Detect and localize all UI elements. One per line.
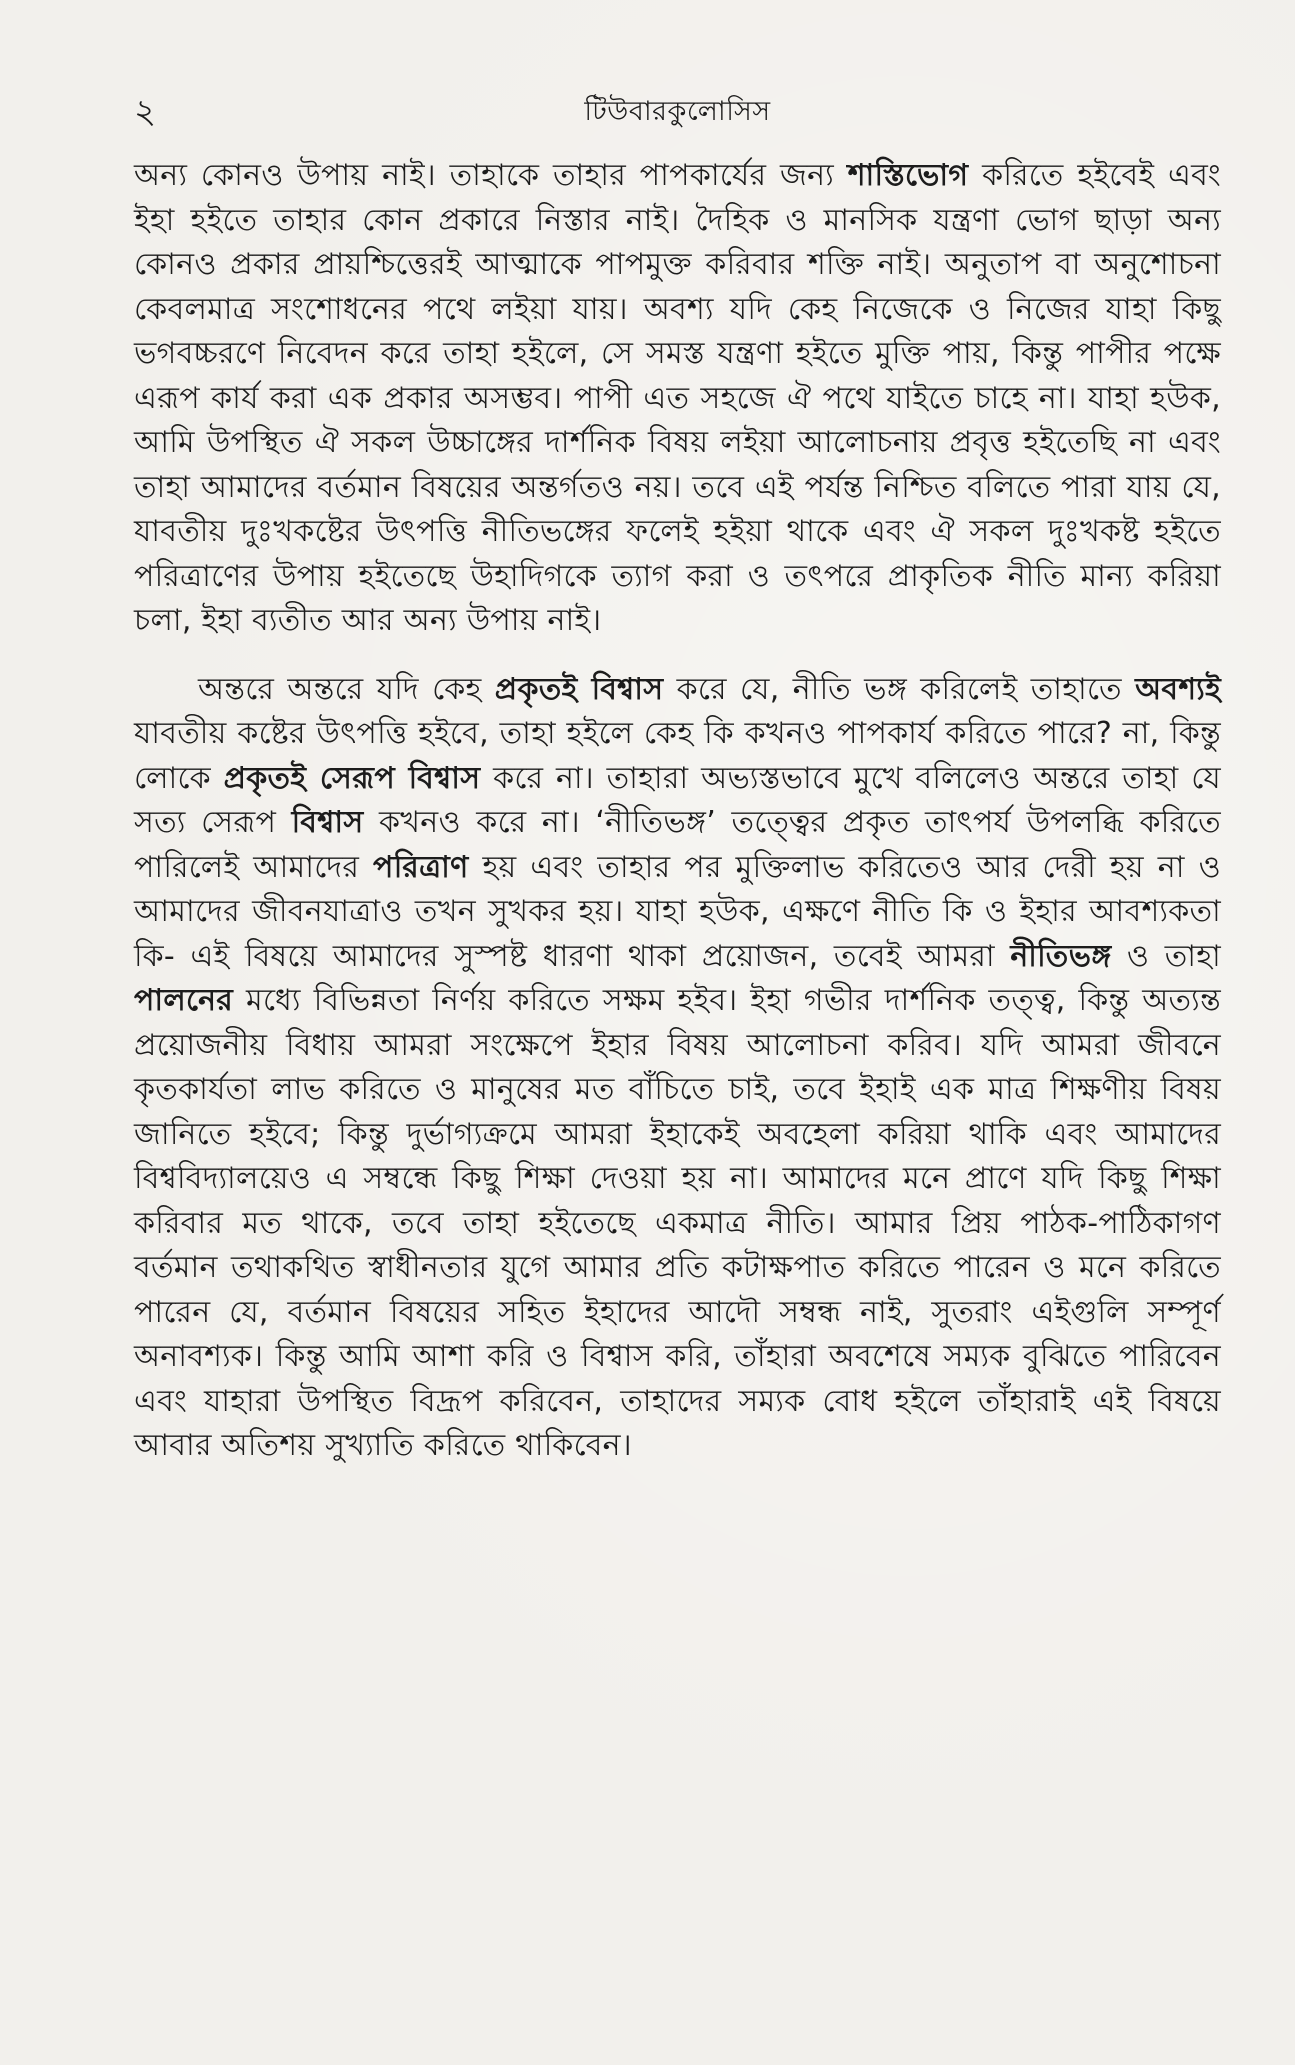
text-segment: হয় এবং তাহার পর মুক্তিলাভ করিতেও আর দেরী হয় না ও আমাদের জীবনযাত্রাও তখন সুখকর হয়। যাহা হউক, এক্ষণে নীতি কি ও ইহার আবশ্যকতা কি- এই বিষয়ে আমাদের সুস্পষ্ট ধারণা থাকা প্রয়োজন, তবেই আমরা [134, 849, 1221, 974]
text-segment: অন্য কোনও উপায় নাই। তাহাকে তাহার পাপকার্যের জন্য [134, 158, 848, 193]
text-segment: কখনও করে না। ‘নীতিভঙ্গ’ তত্ত্বের প্রকৃত তাৎপর্য উপলব্ধি করিতে পারিলেই আমাদের [134, 805, 1221, 885]
text-segment: যাবতীয় কষ্টের উৎপত্তি হইবে, তাহা হইলে কেহ কি কখনও পাপকার্য করিতে পারে? না, কিন্তু লোকে [134, 716, 1221, 796]
paragraph-2 [134, 668, 1221, 1469]
running-title: টিউবারকুলোসিস [584, 96, 771, 127]
bold-text-segment: অবশ্যই [1135, 671, 1221, 707]
page-number: ২ [134, 92, 157, 132]
bold-text-segment: নীতিভঙ্গ [1010, 938, 1112, 974]
bold-text-segment: প্রকৃতই সেরূপ বিশ্বাস [223, 760, 481, 796]
bold-text-segment: পরিত্রাণ [373, 849, 469, 885]
text-segment: করে না। তাহারা অভ্যস্তভাবে মুখে বলিলেও অন্তরে তাহা যে সত্য সেরূপ [134, 760, 1221, 840]
text-segment: মধ্যে বিভিন্নতা নির্ণয় করিতে সক্ষম হইব। ইহা গভীর দার্শনিক তত্ত্ব, কিন্তু অত্যন্ত প্রয়োজনীয় বিধায় আমরা সংক্ষেপে ইহার বিষয় আলোচনা করিব। যদি আমরা জীবনে কৃতকার্যতা লাভ করিতে ও মানুষের মত বাঁচিতে চাই, তবে ইহাই এক মাত্র শিক্ষণীয় বিষয় জানিতে হইবে; কিন্তু দুর্ভাগ্যক্রমে আমরা ইহাকেই অবহেলা করিয়া থাকি এবং আমাদের বিশ্ববিদ্যালয়েও এ সম্বন্ধে কিছু শিক্ষা দেওয়া হয় না। আমাদের মনে প্রাণে যদি কিছু শিক্ষা করিবার মত থাকে, তবে তাহা হইতেছে একমাত্র নীতি। আমার প্রিয় পাঠক-পাঠিকাগণ বর্তমান তথাকথিত স্বাধীনতার যুগে আমার প্রতি কটাক্ষপাত করিতে পারেন ও মনে করিতে পারেন যে, বর্তমান বিষয়ের সহিত ইহাদের আদৌ সম্বন্ধ নাই, সুতরাং এইগুলি সম্পূর্ণ অনাবশ্যক। কিন্তু আমি আশা করি ও বিশ্বাস করি, তাঁহারা অবশেষে সম্যক বুঝিতে পারিবেন এবং যাহারা উপস্থিত বিদ্রূপ করিবেন, তাহাদের সম্যক বোধ হইলে তাঁহারাই এই বিষয়ে আবার অতিশয় সুখ্যাতি করিতে থাকিবেন। [134, 983, 1221, 1463]
text-segment: করিতে হইবেই এবং ইহা হইতে তাহার কোন প্রকারে নিস্তার নাই। দৈহিক ও মানসিক যন্ত্রণা ভোগ ছাড়া অন্য কোনও প্রকার প্রায়শ্চিত্তেরই আত্মাকে পাপমুক্ত করিবার শক্তি নাই। অনুতাপ বা অনুশোচনা কেবলমাত্র সংশোধনের পথে লইয়া যায়। অবশ্য যদি কেহ নিজেকে ও নিজের যাহা কিছু ভগবচ্চরণে নিবেদন করে তাহা হইলে, সে সমস্ত যন্ত্রণা হইতে মুক্তি পায়, কিন্তু পাপীর পক্ষে এরূপ কার্য করা এক প্রকার অসম্ভব। পাপী এত সহজে ঐ পথে যাইতে চাহে না। যাহা হউক, আমি উপস্থিত ঐ সকল উচ্চাঙ্গের দার্শনিক বিষয় লইয়া আলোচনায় প্রবৃত্ত হইতেছি না এবং তাহা আমাদের বর্তমান বিষয়ের অন্তর্গতও নয়। তবে এই পর্যন্ত নিশ্চিত বলিতে পারা যায় যে, যাবতীয় দুঃখকষ্টের উৎপত্তি নীতিভঙ্গের ফলেই হইয়া থাকে এবং ঐ সকল দুঃখকষ্ট হইতে পরিত্রাণের উপায় হইতেছে উহাদিগকে ত্যাগ করা ও তৎপরে প্রাকৃতিক নীতি মান্য করিয়া চলা, ইহা ব্যতীত আর অন্য উপায় নাই। [134, 158, 1222, 638]
bold-text-segment: প্রকৃতই বিশ্বাস [494, 671, 664, 707]
paragraph-1 [134, 154, 1221, 644]
text-segment: অন্তরে অন্তরে যদি কেহ [198, 671, 495, 707]
text-segment: করে যে, নীতি ভঙ্গ করিলেই তাহাতে [663, 671, 1136, 707]
bold-text-segment: শাস্তিভোগ [847, 158, 969, 193]
page-header [134, 86, 1221, 146]
text-segment: ও তাহা [1111, 938, 1221, 974]
bold-text-segment: পালনের [134, 983, 234, 1018]
bold-text-segment: বিশ্বাস [291, 805, 364, 840]
body-text [134, 154, 1221, 1469]
